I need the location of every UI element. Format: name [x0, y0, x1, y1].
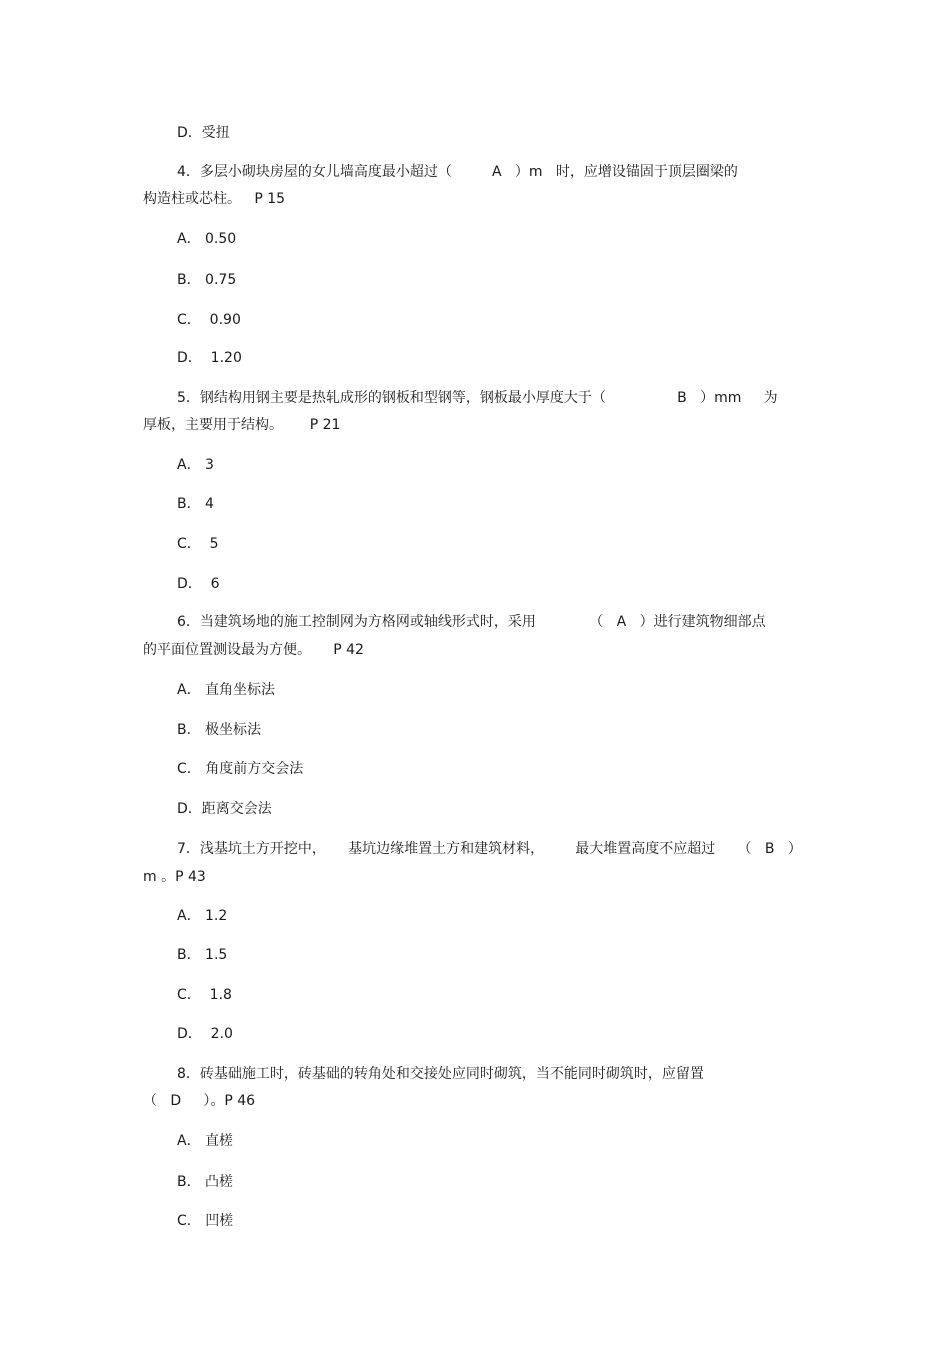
option-line: B． 1.5 — [177, 947, 228, 963]
option-line: C． 凹槎 — [177, 1213, 234, 1229]
question-line: 6．当建筑场地的施工控制网为方格网或轴线形式时，采用 （ A ）进行建筑物细部点 — [177, 614, 766, 630]
option-line: D． 6 — [177, 576, 220, 592]
option-line: C． 角度前方交会法 — [177, 761, 304, 777]
option-line: A． 3 — [177, 457, 214, 473]
option-line: A． 直槎 — [177, 1133, 234, 1149]
option-line: A． 0.50 — [177, 231, 237, 247]
option-line: A． 直角坐标法 — [177, 682, 276, 698]
option-line: B． 4 — [177, 496, 214, 512]
question-line: （ D ）。P 46 — [143, 1093, 256, 1109]
option-line: C． 1.8 — [177, 987, 232, 1003]
question-line: 的平面位置测设最为方便。 P 42 — [143, 642, 364, 658]
option-line: B． 0.75 — [177, 272, 237, 288]
option-line: B． 极坐标法 — [177, 722, 262, 738]
question-line: m 。P 43 — [143, 869, 206, 885]
option-line: A． 1.2 — [177, 908, 228, 924]
option-line: C． 5 — [177, 536, 219, 552]
question-line: 7．浅基坑土方开挖中， 基坑边缘堆置土方和建筑材料， 最大堆置高度不应超过 （ B ） — [177, 841, 802, 857]
question-line: 5．钢结构用钢主要是热轧成形的钢板和型钢等，钢板最小厚度大于（ B ）mm 为 — [177, 390, 778, 406]
question-line: 4．多层小砌块房屋的女儿墙高度最小超过（ A ）m 时，应增设锚固于顶层圈梁的 — [177, 164, 738, 180]
question-line: 构造柱或芯柱。 P 15 — [143, 191, 286, 207]
option-line: C． 0.90 — [177, 312, 241, 328]
option-line: B． 凸槎 — [177, 1174, 234, 1190]
option-line: D． 2.0 — [177, 1026, 233, 1042]
question-line: 厚板，主要用于结构。 P 21 — [143, 417, 341, 433]
question-line: 8．砖基础施工时，砖基础的转角处和交接处应同时砌筑，当不能同时砌筑时，应留置 — [177, 1066, 704, 1082]
option-line: D．距离交会法 — [177, 801, 272, 817]
option-line: D． 1.20 — [177, 350, 242, 366]
option-line: D．受扭 — [177, 125, 230, 141]
